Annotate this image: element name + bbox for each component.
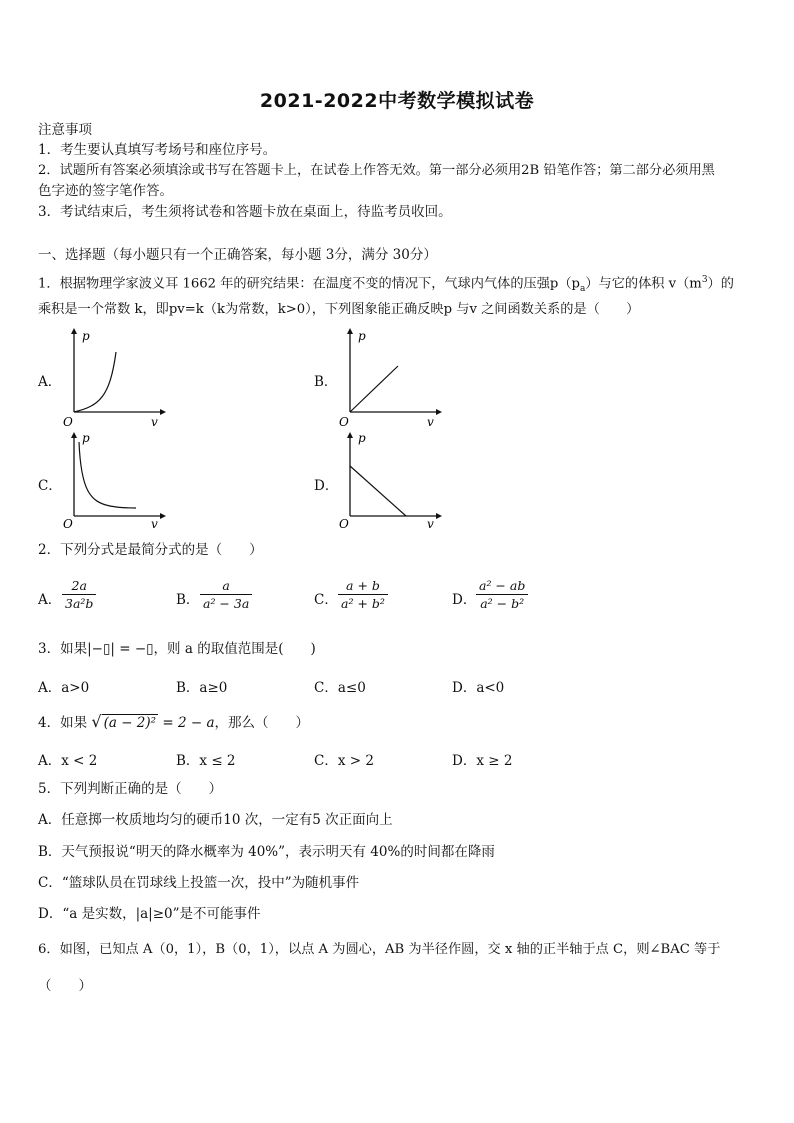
q4-option-c[interactable]: C．x > 2	[314, 753, 374, 769]
q2-option-a-label[interactable]: A．	[38, 592, 62, 608]
q5-option-a[interactable]: A．任意掷一枚质地均匀的硬币10 次，一定有5 次正面向上	[38, 812, 393, 828]
page-title: 2021-2022中考数学模拟试卷	[259, 90, 535, 112]
q5-stem: 5．下列判断正确的是（ ）	[38, 781, 223, 797]
q2-option-b-label[interactable]: B．	[176, 592, 200, 608]
q6-stem-line2: （ ）	[38, 978, 92, 994]
q3-stem: 3．如果|−▯| = −▯，则 a 的取值范围是( )	[38, 641, 316, 657]
note-item: 1．考生要认真填写考场号和座位序号。	[38, 142, 277, 158]
axis-label-v: v	[151, 415, 158, 428]
note-item: 色字迹的签字笔作答。	[38, 183, 173, 199]
q4-option-a[interactable]: A．x < 2	[38, 753, 98, 769]
q2-option-d-fraction: a² − ab a² − b²	[476, 578, 528, 611]
q1-option-b[interactable]: B．	[314, 374, 338, 390]
q4-option-b[interactable]: B．x ≤ 2	[176, 753, 236, 769]
axis-label-p: p	[82, 431, 90, 445]
origin-label: O	[339, 415, 349, 428]
note-item: 2．试题所有答案必须填涂或书写在答题卡上，在试卷上作答无效。第一部分必须用2B 铅笔作答；第二部分必须用黑	[38, 163, 715, 178]
axis-label-p: p	[358, 431, 366, 445]
sqrt-expression: √ (a − 2)²	[91, 712, 157, 731]
q1-option-a[interactable]: A．	[38, 374, 62, 390]
graph-b	[336, 326, 446, 428]
q1-stem-line2: 乘积是一个常数 k，即pv=k（k为常数，k>0），下列图象能正确反映p 与v 之间函数关系的是（ ）	[38, 302, 640, 317]
q1-stem-line1: 1．根据物理学家波义耳 1662 年的研究结果：在温度不变的情况下，气球内气体的压强$p(p_a)$与它的体积 $v(m^3)$的	[38, 275, 734, 295]
axis-label-p: p	[82, 329, 90, 343]
section-heading: 一、选择题（每小题只有一个正确答案，每小题 3分，满分 30分）	[38, 247, 437, 263]
q6-stem-line1: 6．如图，已知点 A（0，1），B（0，1），以点 A 为圆心，AB 为半径作圆，交 x 轴的正半轴于点 C，则∠BAC 等于	[38, 942, 721, 957]
q1-option-d[interactable]: D．	[314, 478, 339, 494]
axis-label-p: p	[358, 329, 366, 343]
q3-option-c[interactable]: C．a≤0	[314, 680, 366, 696]
q4-stem: 4．如果 √ (a − 2)² = 2 − a，那么（ ）	[38, 712, 310, 731]
q2-option-d-label[interactable]: D．	[452, 592, 477, 608]
graph-d	[336, 430, 446, 532]
q3-option-b[interactable]: B．a≥0	[176, 680, 228, 696]
q1-option-c[interactable]: C．	[38, 478, 62, 494]
origin-label: O	[63, 517, 73, 531]
q2-option-a-fraction: 2a 3a²b	[62, 578, 96, 611]
q2-option-c-fraction: a + b a² + b²	[338, 578, 388, 611]
q5-option-d[interactable]: D．“a 是实数，|a|≥0”是不可能事件	[38, 906, 261, 922]
q2-option-b-fraction: a a² − 3a	[200, 578, 252, 611]
q5-option-b[interactable]: B．天气预报说“明天的降水概率为 40%”，表示明天有 40%的时间都在降雨	[38, 844, 495, 860]
origin-label: O	[339, 517, 349, 531]
notes-heading: 注意事项	[38, 122, 92, 138]
q2-stem: 2．下列分式是最简分式的是（ ）	[38, 542, 263, 558]
axis-label-v: v	[427, 415, 434, 428]
origin-label: O	[63, 415, 73, 428]
q4-option-d[interactable]: D．x ≥ 2	[452, 753, 513, 769]
axis-label-v: v	[151, 517, 158, 531]
q3-option-d[interactable]: D．a<0	[452, 680, 505, 696]
q3-option-a[interactable]: A．a>0	[38, 680, 90, 696]
axis-label-v: v	[427, 517, 434, 531]
graph-a	[60, 326, 170, 428]
q2-option-c-label[interactable]: C．	[314, 592, 338, 608]
graph-c	[60, 430, 170, 532]
note-item: 3．考试结束后，考生须将试卷和答题卡放在桌面上，待监考员收回。	[38, 204, 452, 220]
q5-option-c[interactable]: C．“篮球队员在罚球线上投篮一次，投中”为随机事件	[38, 875, 360, 891]
